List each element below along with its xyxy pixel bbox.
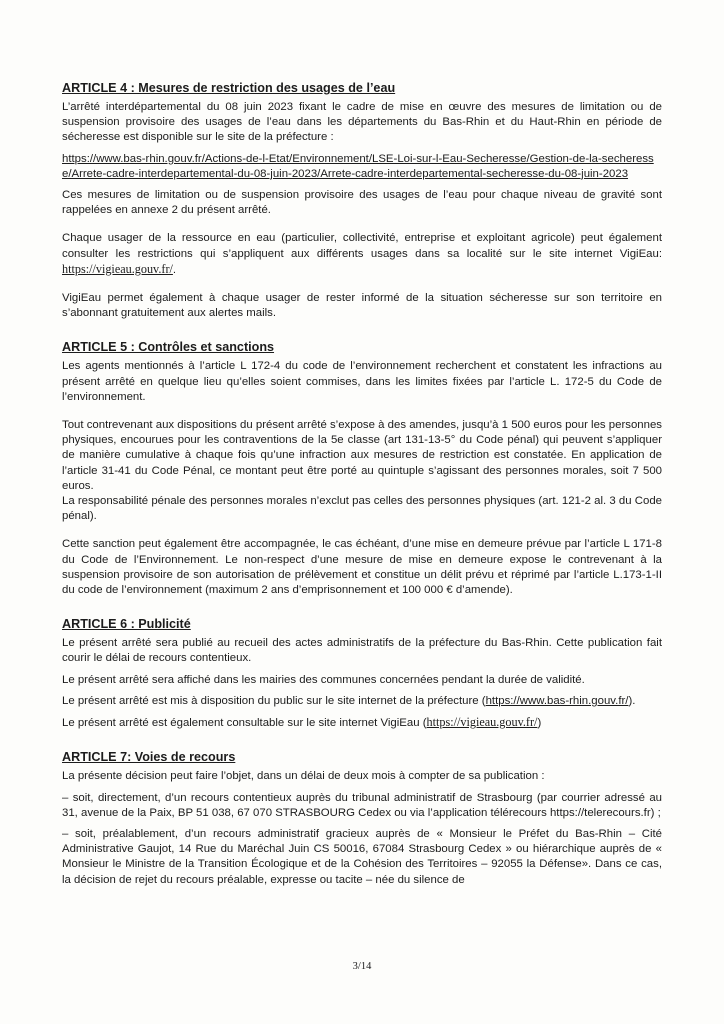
article-4-paragraph-2: Ces mesures de limitation ou de suspension provisoire des usages de l’eau pour chaque niveau de gravité sont rappelées en annexe 2 du présent arrêté.: [62, 189, 662, 217]
page-number: 3/14: [352, 961, 372, 972]
prefecture-site-link[interactable]: https://www.bas-rhin.gouv.fr/: [485, 694, 629, 707]
vigieau-link[interactable]: https://vigieau.gouv.fr/: [62, 261, 173, 276]
article-5: [62, 339, 662, 598]
article-4-paragraph-1: L’arrêté interdépartemental du 08 juin 2023 fixant le cadre de mise en œuvre des mesures de limitation ou de suspension provisoire des usages de l’eau dans les départements du Bas-Rhin et du Haut-Rhin en période de sécheresse est disponible sur le site de la préfecture :: [62, 101, 662, 144]
article-7-paragraph-2: – soit, directement, d’un recours contentieux auprès du tribunal administratif de Strasbourg (par courrier adressé au 31, avenue de la Paix, BP 51 038, 67 070 STRASBOURG Cedex ou via l’application télérecours https://telerecours.fr) ;: [62, 791, 662, 819]
article-4-paragraph-4: VigiEau permet également à chaque usager de rester informé de la situation sécheresse sur son territoire en s’abonnant gratuitement aux alertes mails.: [62, 292, 662, 320]
article-6-title: ARTICLE 6 : Publicité: [62, 617, 191, 632]
article-6-paragraph-1: Le présent arrêté sera publié au recueil des actes administratifs de la préfecture du Bas-Rhin. Cette publication fait courir le délai de recours contentieux.: [62, 637, 662, 665]
article-5-paragraph-4: Cette sanction peut également être accompagnée, le cas échéant, d’une mise en demeure prévue par l’article L 171-8 du Code de l’Environnement. Le non-respect d’une mesure de mise en demeure expose le contrevenant à la suspension provisoire de son autorisation de prélèvement et constitue un délit prévu et réprimé par l’article L.173-1-II du code de l’environnement (maximum 2 ans d’emprisonnement et 100 000 € d’amende).: [62, 538, 662, 597]
article-5-paragraph-1: Les agents mentionnés à l’article L 172-4 du code de l’environnement recherchent et constatent les infractions au présent arrêté en quelque lieu qu’elles soient commises, dans les limites fixées par l’article L. 172-5 du Code de l’environnement.: [62, 360, 662, 403]
article-5-paragraph-3: La responsabilité pénale des personnes morales n’exclut pas celles des personnes physiques (art. 121-2 al. 3 du Code pénal).: [62, 495, 662, 523]
article-7: [62, 749, 662, 887]
prefecture-secheresse-link[interactable]: https://www.bas-rhin.gouv.fr/Actions-de-l-Etat/Environnement/LSE-Loi-sur-l-Eau-Secheresse/Gestion-de-la-secheresse/Arrete-cadre-interdepartemental-du-08-juin-2023/Arrete-cadre-interdepartemental-secheresse-du-08-juin-2023: [62, 152, 654, 180]
article-4: [62, 80, 662, 321]
article-4-paragraph-3: Chaque usager de la ressource en eau (particulier, collectivité, entreprise et exploitant agricole) peut également consulter les restrictions qui s’appliquent aux différents usages dans sa localité sur le site internet VigiEau: https://vigieau.gouv.fr/.: [62, 232, 662, 276]
article-6-paragraph-2: Le présent arrêté sera affiché dans les mairies des communes concernées pendant la durée de validité.: [62, 673, 585, 686]
document-page: [62, 80, 662, 888]
article-7-title: ARTICLE 7: Voies de recours: [62, 750, 236, 765]
article-6: [62, 616, 662, 731]
article-4-title: ARTICLE 4 : Mesures de restriction des usages de l’eau: [62, 81, 396, 95]
article-5-title: ARTICLE 5 : Contrôles et sanctions: [62, 340, 275, 355]
article-4-url[interactable]: [62, 152, 662, 182]
article-6-paragraph-3: Le présent arrêté est mis à disposition du public sur le site internet de la préfecture (https://www.bas-rhin.gouv.fr/).: [62, 694, 636, 707]
article-5-paragraph-2: Tout contrevenant aux dispositions du présent arrêté s’expose à des amendes, jusqu’à 1 500 euros pour les personnes physiques, encourues pour les contraventions de la 5e classe (art 131-13-5° du Code pénal) qui peuvent s’appliquer de manière cumulative à chaque fois qu’une infraction aux mesures de restriction est constatée. En application de l’article 31-41 du Code Pénal, ce montant peut être porté au quintuple s’agissant des personnes morales, soit 7 500 euros.: [62, 419, 662, 492]
vigieau-link-2[interactable]: https://vigieau.gouv.fr/: [426, 715, 538, 730]
article-7-paragraph-1: La présente décision peut faire l’objet, dans un délai de deux mois à compter de sa publication :: [62, 770, 545, 783]
article-7-paragraph-3: – soit, préalablement, d’un recours administratif gracieux auprès de « Monsieur le Préfet du Bas-Rhin – Cité Administrative Gaujot, 14 Rue du Maréchal Juin CS 50016, 67084 Strasbourg Cedex » ou hiérarchique auprès de « Monsieur le Ministre de la Transition Écologique et de la Cohésion des Territoires – 92055 la Défense». Dans ce cas, la décision de rejet du recours préalable, expresse ou tacite – née du silence de: [62, 827, 662, 886]
article-6-paragraph-4: Le présent arrêté est également consultable sur le site internet VigiEau (https://vigieau.gouv.fr/): [62, 715, 542, 730]
